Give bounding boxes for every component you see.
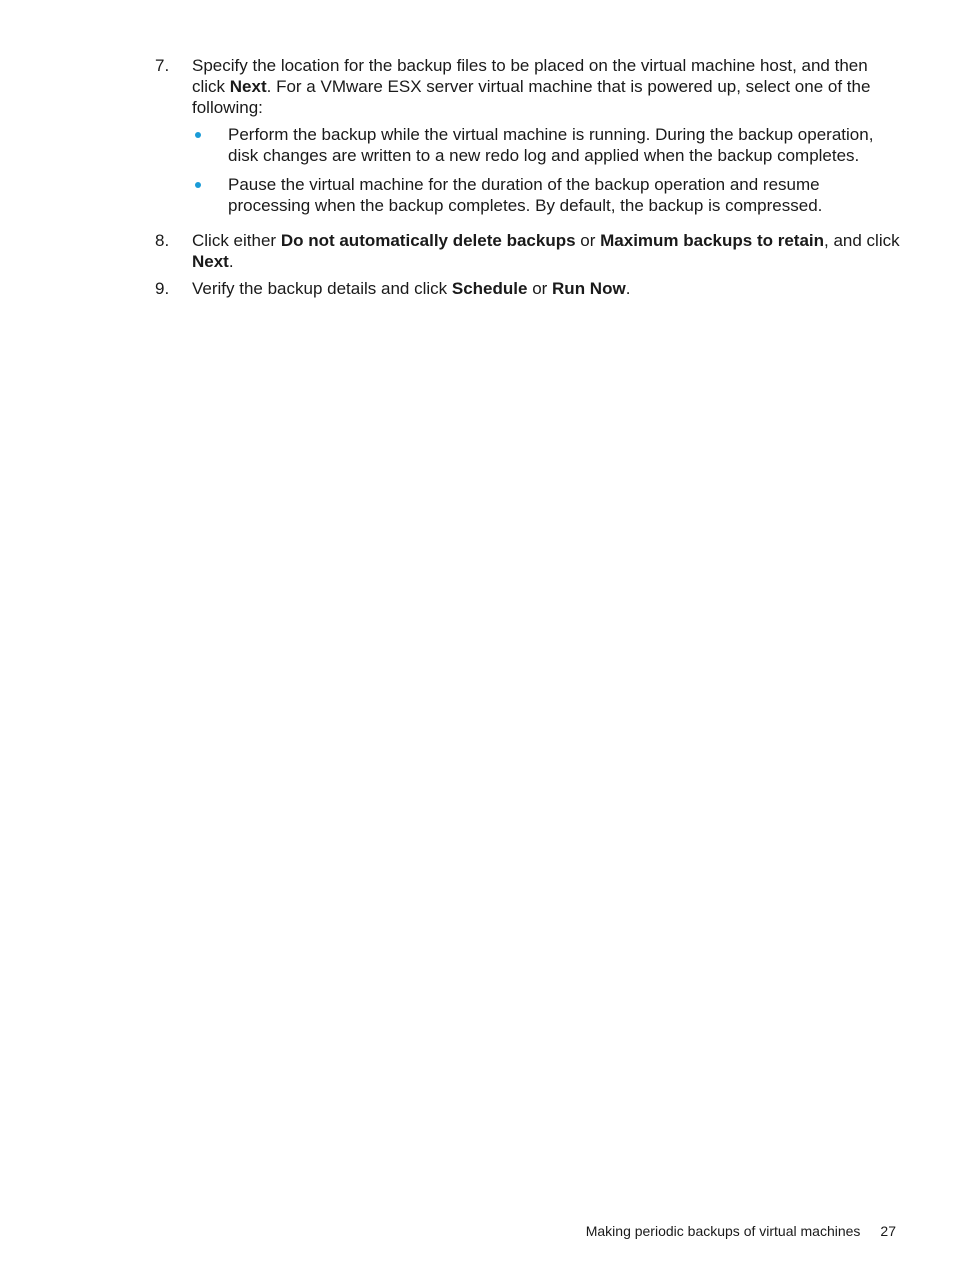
step-number: 7.	[155, 56, 170, 75]
step-body	[192, 278, 900, 299]
step-number: 9.	[155, 279, 170, 298]
step-text-part: . For a VMware ESX server virtual machine that is powered up, select one of the following:	[192, 77, 871, 117]
bullet-text: Pause the virtual machine for the duration of the backup operation and resume processing when the backup completes. By default, the backup is compressed.	[228, 175, 823, 215]
ui-term-next: Next	[229, 77, 267, 96]
step-text	[192, 278, 900, 299]
step-text-part: .	[228, 252, 234, 271]
ui-term-do-not-delete: Do not automatically delete backups	[280, 231, 576, 250]
page-number: 27	[880, 1223, 896, 1239]
ui-term-run-now: Run Now	[552, 279, 626, 298]
step-body	[192, 55, 900, 224]
bullet-icon	[192, 124, 228, 166]
document-body	[155, 55, 900, 305]
list-item	[192, 174, 900, 216]
step-text-part: , and click	[824, 231, 900, 250]
step-text-part: or	[575, 231, 601, 250]
list-item	[192, 124, 900, 166]
step-8	[155, 230, 900, 272]
step-text-part: Verify the backup details and click	[192, 279, 452, 298]
footer-section-title: Making periodic backups of virtual machines	[585, 1223, 861, 1239]
step-text	[192, 230, 900, 272]
step-9	[155, 278, 900, 299]
step-7	[155, 55, 900, 224]
step-number: 8.	[155, 231, 170, 250]
step-text-part: .	[625, 279, 631, 298]
ui-term-schedule: Schedule	[451, 279, 528, 298]
step-text	[192, 55, 900, 118]
bullet-icon	[192, 174, 228, 216]
ui-term-next: Next	[192, 252, 229, 271]
ui-term-max-backups: Maximum backups to retain	[600, 231, 825, 250]
bullet-text: Perform the backup while the virtual machine is running. During the backup operation, disk changes are written to a new redo log and applied when the backup completes.	[228, 125, 874, 165]
step-text-part: Click either	[192, 231, 281, 250]
option-list	[192, 124, 900, 216]
step-text-part: Specify the location for the backup files to be placed on the virtual machine host, and then click	[192, 56, 868, 96]
page-footer	[586, 1222, 896, 1240]
step-body	[192, 230, 900, 272]
step-text-part: or	[527, 279, 553, 298]
